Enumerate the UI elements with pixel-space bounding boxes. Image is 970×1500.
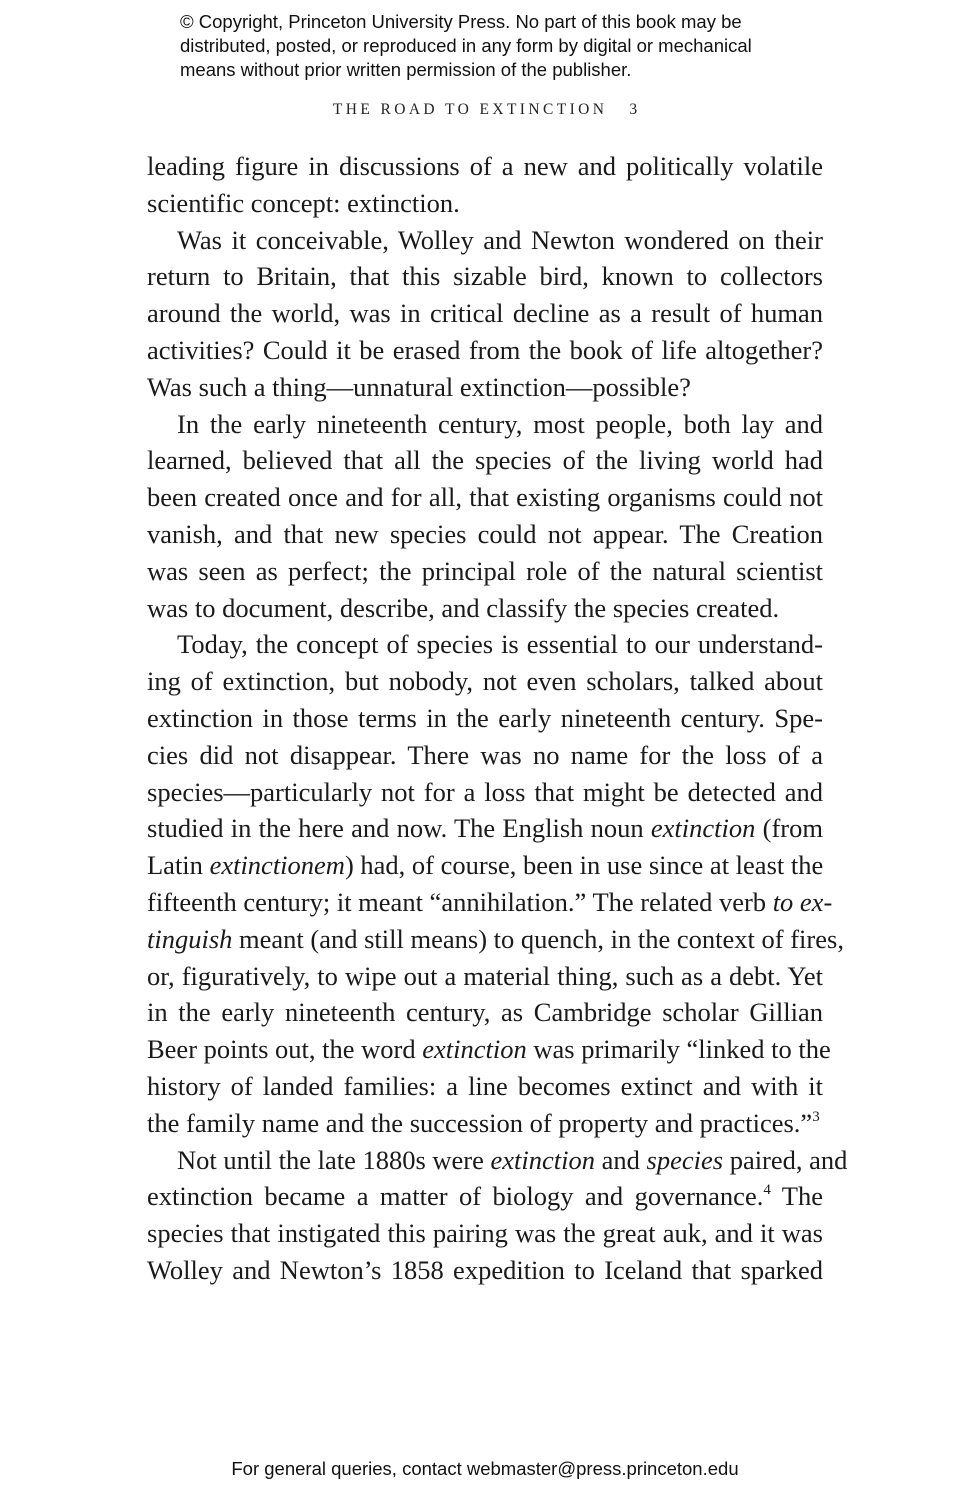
text-line [147,1031,831,1068]
text-line: Today, the concept of species is essential to our understand- [177,629,823,660]
text-run: The [770,1181,823,1212]
text-line: In the early nineteenth century, most people, both lay and [177,408,823,439]
body-text [147,148,848,1289]
text-line: vanish, and that new species could not appear. The Creation [147,518,823,549]
text-run: was primarily “linked to the [526,1034,831,1065]
text-run: Beer points out, the word [147,1034,423,1065]
footnote-marker: 4 [763,1182,771,1199]
text-line [147,810,823,847]
text-run: fifteenth century; it meant “annihilation.” The related verb [147,886,773,917]
copyright-notice [180,10,820,82]
text-line: around the world, was in critical decline as a result of human [147,298,823,329]
copyright-line: means without prior written permission of the publisher. [180,59,632,80]
text-line: was to document, describe, and classify the species created. [147,592,780,623]
italic-term: species [646,1144,724,1175]
text-line: learned, believed that all the species of the living world had [147,445,823,476]
text-line: ing of extinction, but nobody, not even scholars, talked about [147,666,823,697]
text-line: in the early nineteenth century, as Cambridge scholar Gillian [147,997,823,1028]
text-line: Was such a thing—unnatural extinction—possible? [147,371,691,402]
text-line: history of landed families: a line becomes extinct and with it [147,1070,823,1101]
italic-term: to ex- [772,886,833,917]
text-run: Not until the late 1880s were [177,1144,491,1175]
copyright-line: distributed, posted, or reproduced in any form by digital or mechanical [180,35,752,56]
text-run: ) had, of course, been in use since at least the [344,850,824,881]
footnote-marker: 3 [812,1108,820,1125]
text-run: the family name and the succession of property and practices.” [147,1107,813,1138]
italic-term: extinction [650,813,756,844]
text-run: (from [755,813,823,844]
text-run: meant (and still means) to quench, in the context of fires, [232,923,844,954]
italic-term: extinction [422,1034,527,1065]
chapter-title: THE ROAD TO EXTINCTION [332,101,608,118]
footer-contact: For general queries, contact webmaster@press.princeton.edu [231,1458,739,1479]
running-head [0,101,970,119]
text-line: Wolley and Newton’s 1858 expedition to Iceland that sparked [147,1254,823,1285]
page-number: 3 [629,101,638,118]
italic-term: extinction [490,1144,596,1175]
text-line [147,1178,823,1215]
text-line [147,1105,823,1142]
text-line [147,884,833,921]
text-line: return to Britain, that this sizable bird, known to collectors [147,261,823,292]
text-run: extinction became a matter of biology and governance. [147,1181,764,1212]
text-line [147,921,844,958]
text-line: leading figure in discussions of a new and politically volatile [147,151,823,181]
text-run: paired, and [723,1144,848,1175]
text-run: studied in the here and now. The English noun [147,813,651,844]
text-line: cies did not disappear. There was no name for the loss of a [147,739,823,770]
text-line: been created once and for all, that existing organisms could not [147,482,823,513]
text-line: extinction in those terms in the early nineteenth century. Spe- [147,702,823,733]
text-run: and [595,1144,647,1175]
text-line [147,1142,848,1179]
copyright-line: © Copyright, Princeton University Press. No part of this book may be [180,11,742,32]
text-line: species that instigated this pairing was the great auk, and it was [147,1218,823,1249]
text-line: activities? Could it be erased from the book of life altogether? [147,334,823,365]
text-line: Was it conceivable, Wolley and Newton wondered on their [177,224,823,255]
text-line: scientific concept: extinction. [147,187,460,218]
text-run: Latin [147,850,210,881]
italic-term: extinctionem [209,850,345,881]
text-line: was seen as perfect; the principal role of the natural scientist [147,555,823,586]
italic-term: tinguish [147,923,233,954]
text-line [147,847,823,884]
text-line: species—particularly not for a loss that might be detected and [147,776,823,807]
text-line: or, figuratively, to wipe out a material thing, such as a debt. Yet [147,960,823,991]
